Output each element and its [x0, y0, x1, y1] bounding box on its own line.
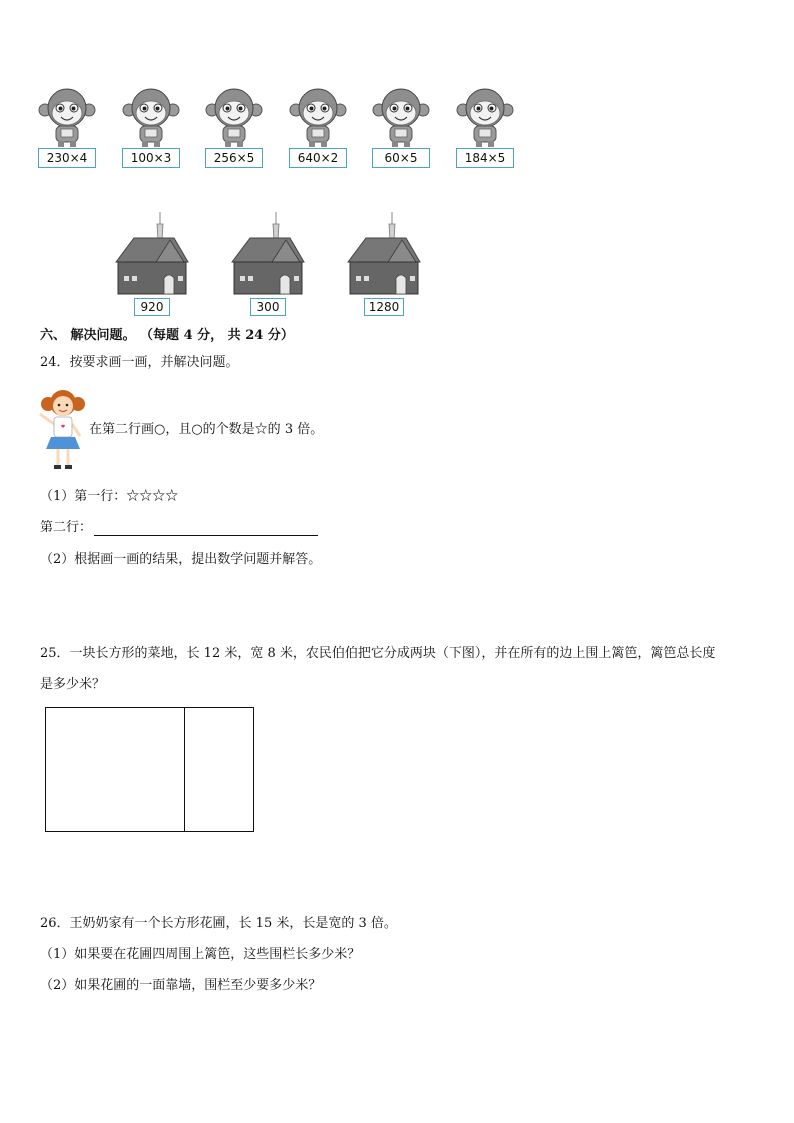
monkey-icon	[204, 86, 264, 148]
house-number: 300	[250, 298, 286, 316]
house-icon	[228, 210, 308, 298]
house-card-1	[112, 210, 192, 316]
house-card-3	[344, 210, 424, 316]
section-title: 六、 解决问题。 （每题 4 分， 共 24 分）	[40, 328, 294, 343]
field-divider	[184, 707, 185, 831]
monkey-icon	[37, 86, 97, 148]
monkey-card-3	[203, 86, 265, 168]
monkey-icon	[121, 86, 181, 148]
q24-part2: （2）根据画一画的结果，提出数学问题并解答。	[40, 552, 322, 567]
q26-part2: （2）如果花圃的一面靠墙，围栏至少要多少米？	[40, 978, 322, 993]
q24-speech: 在第二行画○，且○的个数是☆的 3 倍。	[89, 422, 324, 437]
girl-icon	[36, 386, 90, 472]
house-number: 920	[134, 298, 170, 316]
q24-stem: 24．按要求画一画，并解决问题。	[40, 355, 239, 370]
monkey-card-2	[120, 86, 182, 168]
answer-line	[94, 535, 318, 536]
monkey-icon	[288, 86, 348, 148]
house-number: 1280	[364, 298, 404, 316]
q24-row2-label: 第二行：	[40, 520, 93, 535]
multiplication-expression: 640×2	[289, 148, 347, 168]
monkey-card-4	[287, 86, 349, 168]
q25-line2: 是多少米？	[40, 677, 106, 692]
house-card-2	[228, 210, 308, 316]
monkey-icon	[455, 86, 515, 148]
multiplication-expression: 256×5	[205, 148, 263, 168]
multiplication-expression: 230×4	[38, 148, 96, 168]
multiplication-expression: 100×3	[122, 148, 180, 168]
field-diagram	[45, 707, 254, 832]
q26-part1: （1）如果要在花圃四周围上篱笆，这些围栏长多少米？	[40, 947, 361, 962]
multiplication-expression: 60×5	[372, 148, 430, 168]
girl-illustration	[36, 386, 90, 476]
house-icon	[112, 210, 192, 298]
house-icon	[344, 210, 424, 298]
q26-stem: 26．王奶奶家有一个长方形花圃，长 15 米，长是宽的 3 倍。	[40, 916, 397, 931]
multiplication-expression: 184×5	[456, 148, 514, 168]
q24-part1: （1）第一行：☆☆☆☆	[40, 489, 179, 504]
q25-line1: 25．一块长方形的菜地，长 12 米，宽 8 米，农民伯伯把它分成两块（下图），并在所有的边上围上篱笆，篱笆总长度	[40, 646, 716, 661]
monkey-card-6	[454, 86, 516, 168]
monkey-card-5	[370, 86, 432, 168]
monkey-icon	[371, 86, 431, 148]
monkey-card-1	[36, 86, 98, 168]
